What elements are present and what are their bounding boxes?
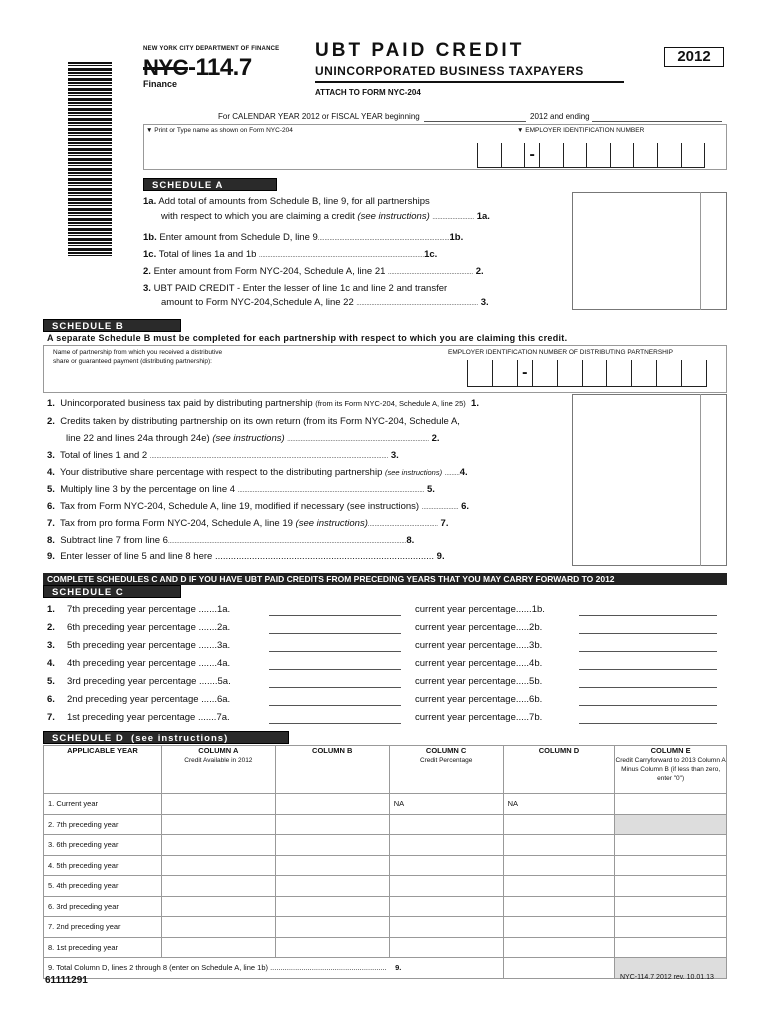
sched-c-3a-input[interactable] [269, 651, 401, 652]
cell-input[interactable] [615, 876, 727, 897]
sched-b-9-input[interactable] [574, 548, 725, 564]
sched-a-line-3: 3. UBT PAID CREDIT - Enter the lesser of line 1c and line 2 and transfer [143, 283, 448, 294]
sched-c-6a-input[interactable] [269, 705, 401, 706]
sched-a-line-1a: 1a. Add total of amounts from Schedule B, line 9, for all partnerships [143, 196, 430, 207]
sched-a-line-2: 2. Enter amount from Form NYC-204, Schedule A, line 21 ................................................... 2. [143, 266, 484, 277]
sched-b-line-2: 2. Credits taken by distributing partnership on its own return (from its Form NYC-204, Schedule A, [47, 416, 460, 427]
cell-d: NA [503, 794, 615, 815]
row-label: 7. 2nd preceding year [44, 917, 162, 938]
row-label: 6. 3rd preceding year [44, 896, 162, 917]
sched-c-1b-input[interactable] [579, 615, 717, 616]
cell-input[interactable] [275, 876, 389, 897]
form-code: 61111291 [45, 975, 88, 986]
fiscal-end-field[interactable] [592, 121, 722, 122]
sched-b-line-4: 4. Your distributive share percentage with respect to the distributing partnership (see instructions) .........4. [47, 467, 468, 478]
cell-c: NA [389, 794, 503, 815]
cell-input[interactable] [389, 814, 503, 835]
partnership-name-field[interactable] [50, 368, 450, 390]
partnership-name-label-1: Name of partnership from which you received a distributive [53, 349, 223, 356]
sched-b-line-6: 6. Tax from Form NYC-204, Schedule A, line 19, modified if necessary (see instructions) ...................... 6. [47, 501, 469, 512]
cell-input[interactable] [503, 917, 615, 938]
ending-label: 2012 and ending [530, 112, 590, 121]
sched-b-line-8: 8. Subtract line 7 from line 6...............................................................................................................................................8. [47, 535, 415, 546]
partnership-name-label-2: share or guaranteed payment (distributing partnership): [53, 358, 212, 365]
form-id [143, 54, 252, 82]
department-name: NEW YORK CITY DEPARTMENT OF FINANCE [143, 46, 280, 52]
sched-c-4a-input[interactable] [269, 669, 401, 670]
total-d-input[interactable] [503, 958, 615, 979]
sched-b-5-input[interactable] [574, 481, 725, 498]
row-label: 3. 6th preceding year [44, 835, 162, 856]
sched-c-6b-input[interactable] [579, 705, 717, 706]
name-label: ▼ Print or Type name as shown on Form NYC-204 [146, 127, 293, 134]
sched-c-5a-input[interactable] [269, 687, 401, 688]
sched-a-line-3-cont: amount to Form NYC-204,Schedule A, line 22 ......................................................................... 3. [161, 297, 489, 308]
sched-a-3-input[interactable] [574, 290, 725, 308]
cell-input[interactable] [161, 794, 275, 815]
sched-c-4b-input[interactable] [579, 669, 717, 670]
cell-input[interactable] [615, 835, 727, 856]
sched-c-7b-input[interactable] [579, 723, 717, 724]
cell-input[interactable] [275, 855, 389, 876]
sched-c-3b-input[interactable] [579, 651, 717, 652]
table-row [44, 814, 727, 835]
cell-input[interactable] [275, 917, 389, 938]
sched-b-line-3: 3. Total of lines 1 and 2 ............................................................................................................................................... 3. [47, 450, 399, 461]
table-row [44, 937, 727, 958]
sched-c-7a-input[interactable] [269, 723, 401, 724]
ein-label: ▼ EMPLOYER IDENTIFICATION NUMBER [517, 127, 645, 134]
table-row [44, 896, 727, 917]
nyc-logo: NYC [143, 55, 188, 80]
sched-a-1c-input[interactable] [574, 246, 725, 263]
cell-input[interactable] [161, 937, 275, 958]
cell-input[interactable] [503, 896, 615, 917]
cell-input[interactable] [161, 855, 275, 876]
sched-c-1a-input[interactable] [269, 615, 401, 616]
cell-input[interactable] [275, 835, 389, 856]
schedule-c-header: SCHEDULE C [43, 585, 181, 598]
sched-b-line-5: 5. Multiply line 3 by the percentage on line 4 ................................................................................................................ 5. [47, 484, 435, 495]
table-row [44, 917, 727, 938]
schedule-b-header: SCHEDULE B [43, 319, 181, 332]
cell-input[interactable] [503, 814, 615, 835]
col-c: COLUMN C Credit Percentage [389, 746, 503, 794]
col-e: COLUMN E Credit Carryforward to 2013 Column A Minus Column B (if less than zero, enter "0") [615, 746, 727, 794]
barcode [68, 62, 112, 258]
calendar-year-label: For CALENDAR YEAR 2012 or FISCAL YEAR beginning [218, 112, 420, 121]
schedule-d-header: SCHEDULE D (see instructions) [43, 731, 289, 744]
partnership-ein-field[interactable]: - [467, 360, 707, 387]
title-rule [315, 81, 624, 83]
cell-input[interactable] [615, 896, 727, 917]
schedule-d-header-row [44, 746, 727, 794]
attach-note: ATTACH TO FORM NYC-204 [315, 88, 421, 97]
schedule-a-header: SCHEDULE A [143, 178, 277, 191]
finance-label: Finance [143, 79, 178, 89]
sched-b-line-2-cont: line 22 and lines 24a through 24e) (see instructions) ..................................................................................... 2. [66, 433, 440, 444]
sched-a-line-1c: 1c. Total of lines 1a and 1b ...................................................................................................1c. [143, 249, 438, 260]
cell-input[interactable] [503, 835, 615, 856]
cell-input[interactable] [389, 855, 503, 876]
cell-input[interactable] [503, 876, 615, 897]
row-label: 1. Current year [44, 794, 162, 815]
col-applicable-year: APPLICABLE YEAR [44, 746, 162, 794]
sched-b-8-input[interactable] [574, 532, 725, 548]
sched-a-2-input[interactable] [574, 263, 725, 280]
sched-c-2b-input[interactable] [579, 633, 717, 634]
table-row [44, 835, 727, 856]
partnership-ein-label: EMPLOYER IDENTIFICATION NUMBER OF DISTRIBUTING PARTNERSHIP [448, 349, 673, 356]
revision-note: NYC-114.7 2012 rev. 10.01.13 [620, 974, 714, 981]
table-row [44, 855, 727, 876]
cell-input[interactable] [161, 896, 275, 917]
ein-field[interactable]: - [477, 143, 705, 168]
col-d: COLUMN D [503, 746, 615, 794]
total-label: 9. Total Column D, lines 2 through 8 (enter on Schedule A, line 1b) ........................................................ 9. [44, 958, 504, 979]
form-subtitle: UNINCORPORATED BUSINESS TAXPAYERS [315, 64, 584, 78]
form-title: UBT PAID CREDIT [315, 40, 525, 61]
row-label: 8. 1st preceding year [44, 937, 162, 958]
cell-input[interactable] [503, 855, 615, 876]
table-row [44, 876, 727, 897]
schedule-b-notice: A separate Schedule B must be completed for each partnership with respect to which you are claiming this credit. [47, 333, 568, 343]
sched-c-2a-input[interactable] [269, 633, 401, 634]
fiscal-begin-field[interactable] [424, 121, 526, 122]
tax-year-box: 2012 [664, 47, 724, 67]
sched-b-4-input[interactable] [574, 464, 725, 481]
cell-input[interactable] [275, 937, 389, 958]
row-label: 5. 4th preceding year [44, 876, 162, 897]
cell-input[interactable] [389, 876, 503, 897]
sched-a-1b-input[interactable] [574, 229, 725, 246]
cell-input[interactable] [615, 917, 727, 938]
cell-input[interactable] [161, 835, 275, 856]
sched-b-1-input[interactable] [574, 395, 725, 412]
cell-input[interactable] [161, 814, 275, 835]
cell-input[interactable] [389, 937, 503, 958]
cell-input[interactable] [389, 917, 503, 938]
cell-input[interactable] [503, 937, 615, 958]
schedule-d-note: (see instructions) [131, 733, 229, 744]
col-b: COLUMN B [275, 746, 389, 794]
cell-input[interactable] [615, 937, 727, 958]
cell-input[interactable] [615, 855, 727, 876]
cell-input[interactable] [615, 794, 727, 815]
cell-input[interactable] [275, 794, 389, 815]
cell-input[interactable] [275, 896, 389, 917]
carryforward-banner: COMPLETE SCHEDULES C AND D IF YOU HAVE UBT PAID CREDITS FROM PRECEDING YEARS THAT YOU MAY CARRY FORWARD TO 2012 [43, 573, 727, 585]
cell-input[interactable] [161, 917, 275, 938]
sched-a-line-1a-cont: with respect to which you are claiming a credit (see instructions) ......................... 1a. [161, 211, 490, 222]
sched-b-line-9: 9. Enter lesser of line 5 and line 8 here ................................................................................... 9. [47, 551, 445, 562]
schedule-d-table [43, 745, 727, 979]
sched-b-6-input[interactable] [574, 498, 725, 515]
taxpayer-name-field[interactable] [145, 136, 475, 168]
sched-a-line-1b: 1b. Enter amount from Schedule D, line 9...............................................................................1b. [143, 232, 464, 243]
cell-input[interactable] [389, 835, 503, 856]
cell-input[interactable] [389, 896, 503, 917]
row-label: 2. 7th preceding year [44, 814, 162, 835]
sched-b-line-7: 7. Tax from pro forma Form NYC-204, Schedule A, line 19 (see instructions).......................................... 7. [47, 518, 449, 529]
sched-b-2-input[interactable] [574, 430, 725, 447]
sched-c-5b-input[interactable] [579, 687, 717, 688]
sched-a-1a-input[interactable] [574, 206, 725, 223]
form-number: -114.7 [187, 54, 252, 81]
row-label: 4. 5th preceding year [44, 855, 162, 876]
cell-shaded [615, 814, 727, 835]
cell-input[interactable] [161, 876, 275, 897]
cell-input[interactable] [275, 814, 389, 835]
col-a: COLUMN A Credit Available in 2012 [161, 746, 275, 794]
sched-b-3-input[interactable] [574, 447, 725, 464]
sched-b-7-input[interactable] [574, 515, 725, 532]
sched-b-line-1: 1. Unincorporated business tax paid by distributing partnership (from its Form NYC-204, Schedule A, line 25) 1. [47, 398, 479, 409]
table-row [44, 794, 727, 815]
